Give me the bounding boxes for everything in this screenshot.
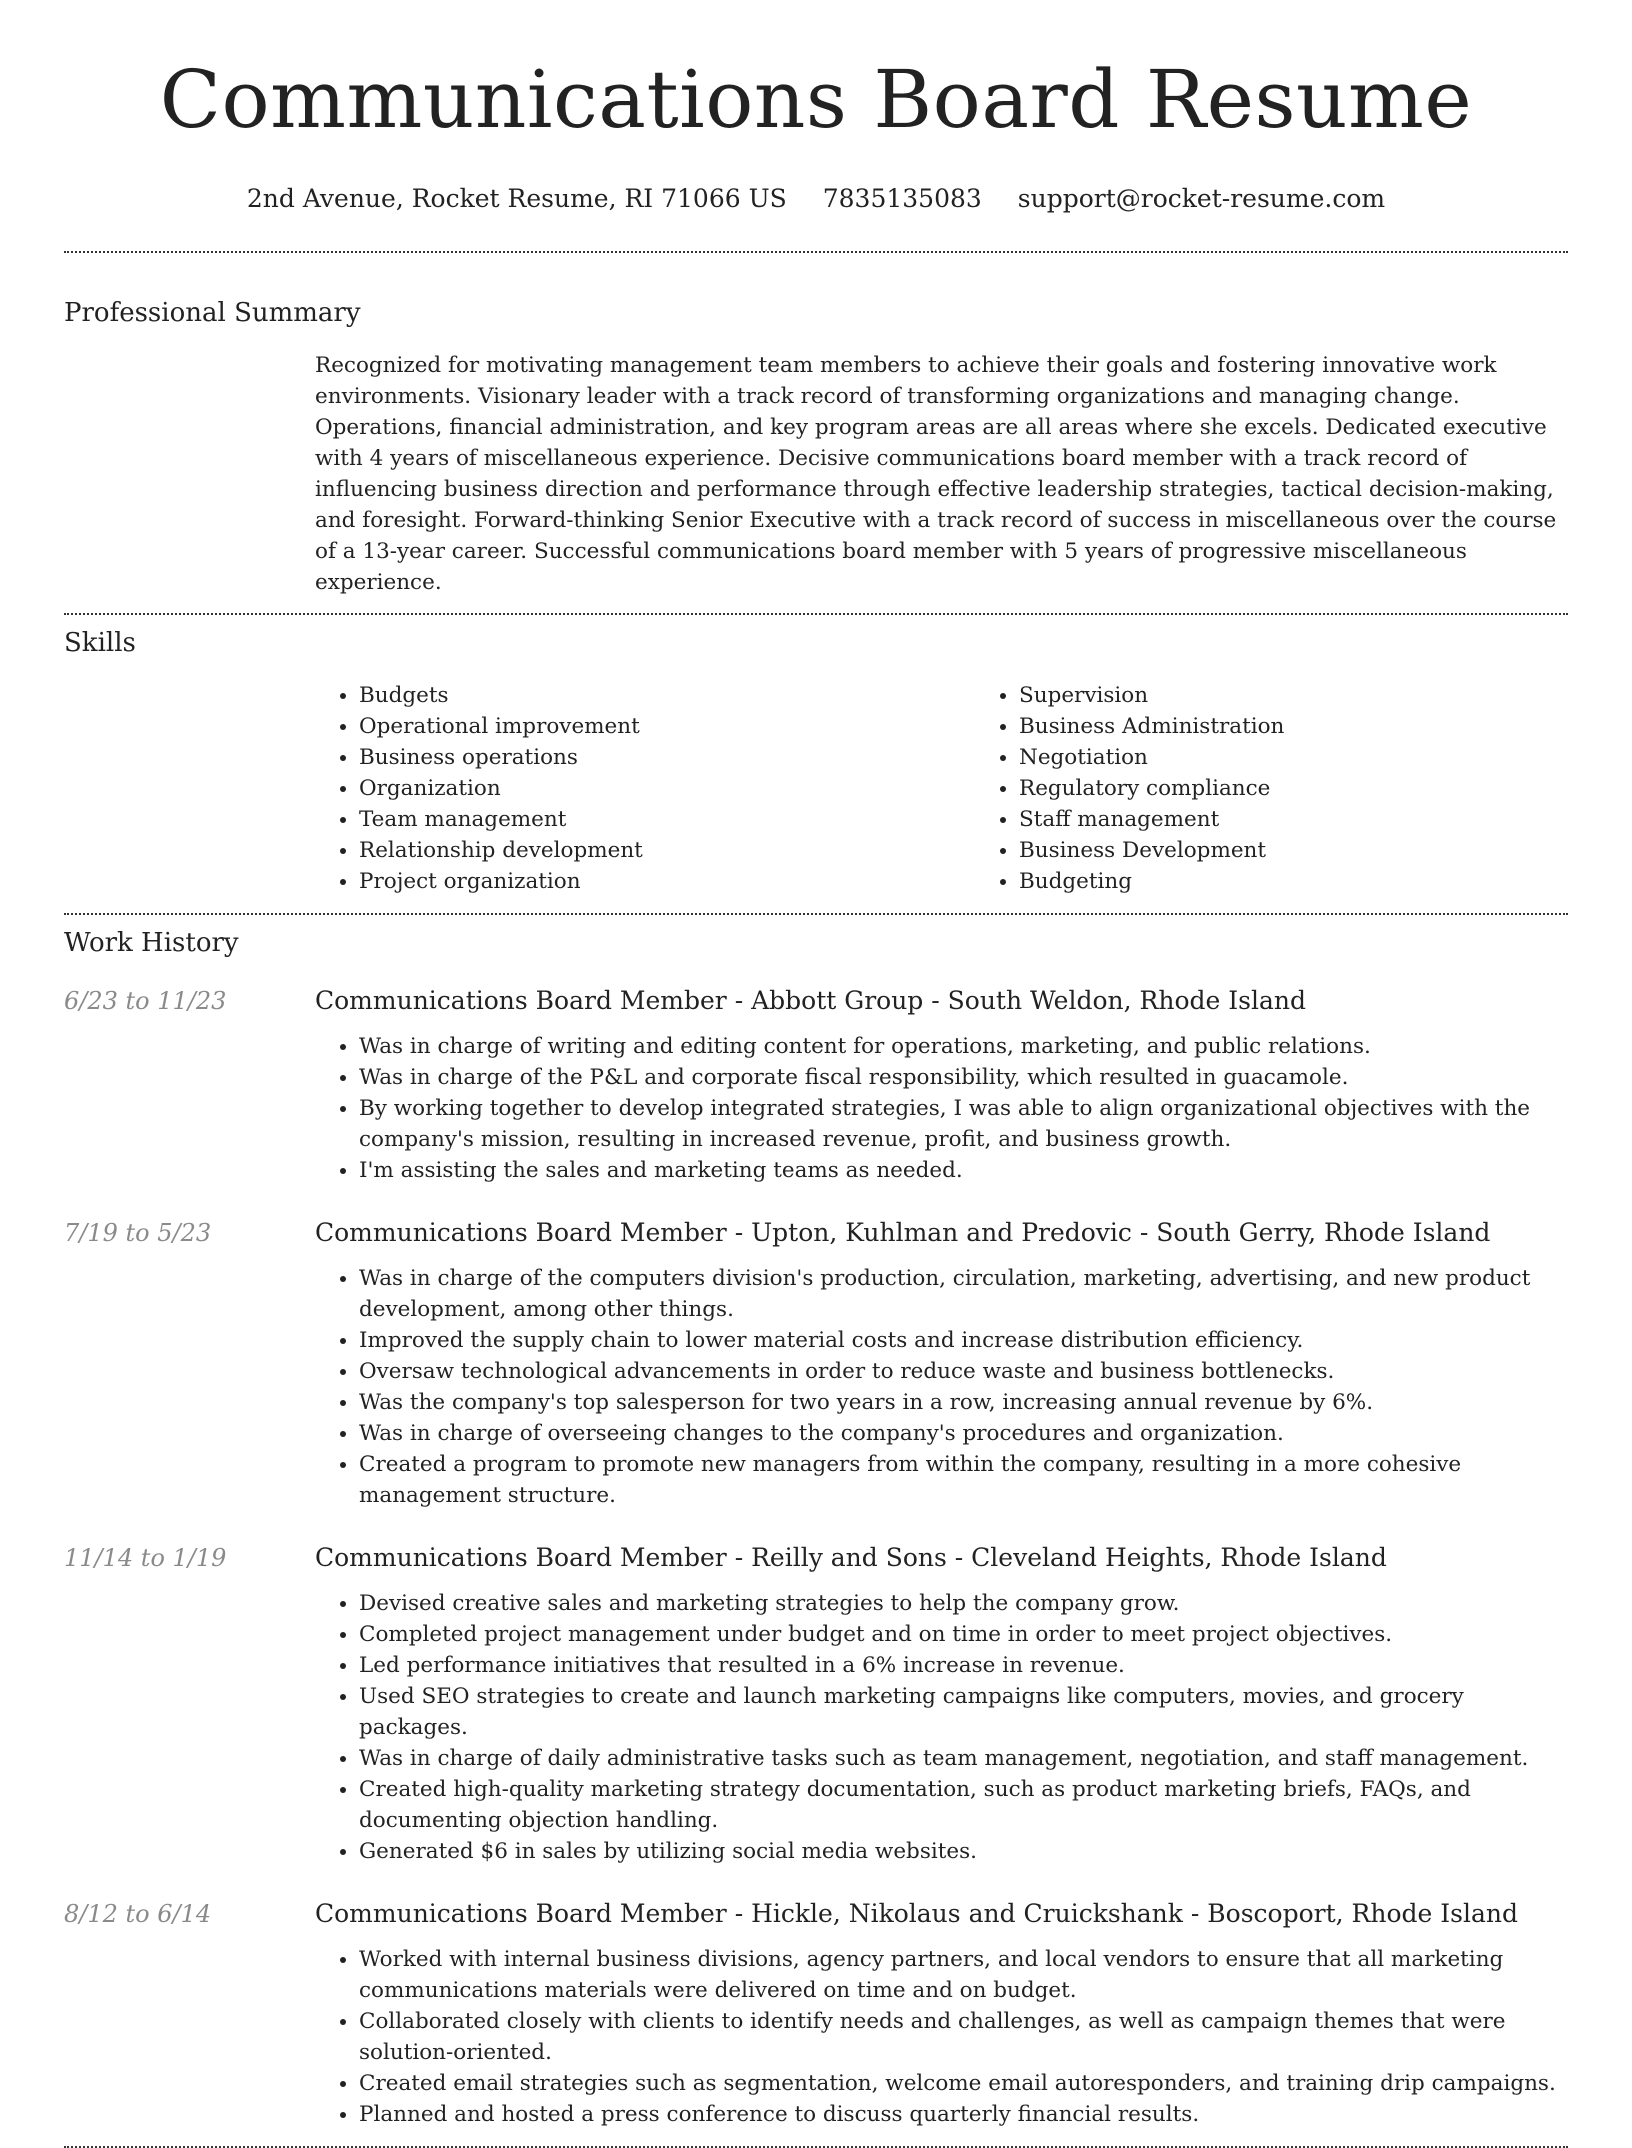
job-bullet: • Was the company's top salesperson for two years in a row, increasing annual revenue by 6%. <box>359 1387 1568 1418</box>
job-bullet: • Created email strategies such as segmentation, welcome email autoresponders, and training drip campaigns. <box>359 2068 1568 2099</box>
job-title: Communications Board Member - Reilly and Sons - Cleveland Heights, Rhode Island <box>315 1543 1387 1572</box>
job-bullet: • Oversaw technological advancements in order to reduce waste and business bottlenecks. <box>359 1356 1568 1387</box>
resume-header <box>64 0 1568 216</box>
job-dates: 6/23 to 11/23 <box>64 987 227 1015</box>
divider <box>64 913 1568 915</box>
skill-item: • Business operations <box>359 742 975 773</box>
job-bullet: • Improved the supply chain to lower material costs and increase distribution efficiency. <box>359 1325 1568 1356</box>
job-dates: 11/14 to 1/19 <box>64 1544 227 1572</box>
contact-line <box>64 182 1568 216</box>
job-bullet: • Was in charge of daily administrative tasks such as team management, negotiation, and staff management. <box>359 1743 1568 1774</box>
job-bullets <box>315 1944 1568 2130</box>
skill-item: • Operational improvement <box>359 711 975 742</box>
job-entry <box>64 984 1568 1186</box>
skill-item: • Relationship development <box>359 835 975 866</box>
skill-item: • Regulatory compliance <box>1019 773 1632 804</box>
skill-item: • Negotiation <box>1019 742 1632 773</box>
job-entry <box>64 1897 1568 2130</box>
job-bullet: • Was in charge of the computers division's production, circulation, marketing, advertising, and new product development, among other things. <box>359 1263 1568 1325</box>
work-history-section <box>64 926 1568 2130</box>
job-bullet: • Generated $6 in sales by utilizing social media websites. <box>359 1836 1568 1867</box>
skill-item: • Budgets <box>359 680 975 711</box>
job-dates: 7/19 to 5/23 <box>64 1219 212 1247</box>
job-title: Communications Board Member - Upton, Kuhlman and Predovic - South Gerry, Rhode Island <box>315 1218 1491 1247</box>
job-bullet: • Worked with internal business divisions, agency partners, and local vendors to ensure that all marketing communications materials were delivered on time and on budget. <box>359 1944 1568 2006</box>
skill-item: • Project organization <box>359 866 975 897</box>
job-bullet: • Completed project management under budget and on time in order to meet project objectives. <box>359 1619 1568 1650</box>
job-bullets <box>315 1588 1568 1867</box>
job-bullet: • Created high-quality marketing strategy documentation, such as product marketing briefs, FAQs, and documenting objection handling. <box>359 1774 1568 1836</box>
divider <box>64 613 1568 615</box>
work-history-heading: Work History <box>64 928 239 958</box>
job-bullet: • Was in charge of the P&L and corporate fiscal responsibility, which resulted in guacamole. <box>359 1062 1568 1093</box>
job-dates: 8/12 to 6/14 <box>64 1900 212 1928</box>
skill-item: • Team management <box>359 804 975 835</box>
skills-heading: Skills <box>64 628 136 658</box>
job-bullet: • Was in charge of overseeing changes to the company's procedures and organization. <box>359 1418 1568 1449</box>
job-bullet: • I'm assisting the sales and marketing teams as needed. <box>359 1155 1568 1186</box>
skills-section <box>64 626 1568 897</box>
divider <box>64 251 1568 253</box>
job-bullet: • By working together to develop integrated strategies, I was able to align organizational objectives with the company's mission, resulting in increased revenue, profit, and business growth. <box>359 1093 1568 1155</box>
job-entry <box>64 1541 1568 1867</box>
job-bullet: • Collaborated closely with clients to identify needs and challenges, as well as campaign themes that were solution-oriented. <box>359 2006 1568 2068</box>
job-title: Communications Board Member - Abbott Group - South Weldon, Rhode Island <box>315 986 1306 1015</box>
skill-item: • Business Administration <box>1019 711 1632 742</box>
contact-address: 2nd Avenue, Rocket Resume, RI 71066 US <box>246 184 787 213</box>
skill-item: • Business Development <box>1019 835 1632 866</box>
skills-list-left <box>315 680 975 897</box>
job-bullet: • Used SEO strategies to create and launch marketing campaigns like computers, movies, and grocery packages. <box>359 1681 1568 1743</box>
resume-title: Communications Board Resume <box>159 53 1473 146</box>
skills-list-right <box>975 680 1632 897</box>
job-entry <box>64 1216 1568 1511</box>
job-bullet: • Was in charge of writing and editing content for operations, marketing, and public relations. <box>359 1031 1568 1062</box>
job-bullets <box>315 1263 1568 1511</box>
job-bullet: • Planned and hosted a press conference to discuss quarterly financial results. <box>359 2099 1568 2130</box>
job-bullets <box>315 1031 1568 1186</box>
summary-section <box>64 296 1568 598</box>
skill-item: • Supervision <box>1019 680 1632 711</box>
job-bullet: • Devised creative sales and marketing strategies to help the company grow. <box>359 1588 1568 1619</box>
job-title: Communications Board Member - Hickle, Nikolaus and Cruickshank - Boscoport, Rhode Island <box>315 1899 1518 1928</box>
job-bullet: • Led performance initiatives that resulted in a 6% increase in revenue. <box>359 1650 1568 1681</box>
contact-phone: 7835135083 <box>822 184 982 213</box>
skill-item: • Budgeting <box>1019 866 1632 897</box>
summary-text: Recognized for motivating management team members to achieve their goals and fostering innovative work environments. Visionary leader with a track record of transforming organizations and managing change. Operations, financial administration, and key program areas are all areas where she excels. Dedicated executive with 4 years of miscellaneous experience. Decisive communications board member with a track record of influencing business direction and performance through effective leadership strategies, tactical decision-making, and foresight. Forward-thinking Senior Executive with a track record of success in miscellaneous over the course of a 13-year career. Successful communications board member with 5 years of progressive miscellaneous experience. <box>315 353 1557 595</box>
skill-item: • Staff management <box>1019 804 1632 835</box>
summary-heading: Professional Summary <box>64 298 361 328</box>
contact-email: support@rocket-resume.com <box>1017 184 1386 213</box>
job-bullet: • Created a program to promote new managers from within the company, resulting in a more cohesive management structure. <box>359 1449 1568 1511</box>
skill-item: • Organization <box>359 773 975 804</box>
